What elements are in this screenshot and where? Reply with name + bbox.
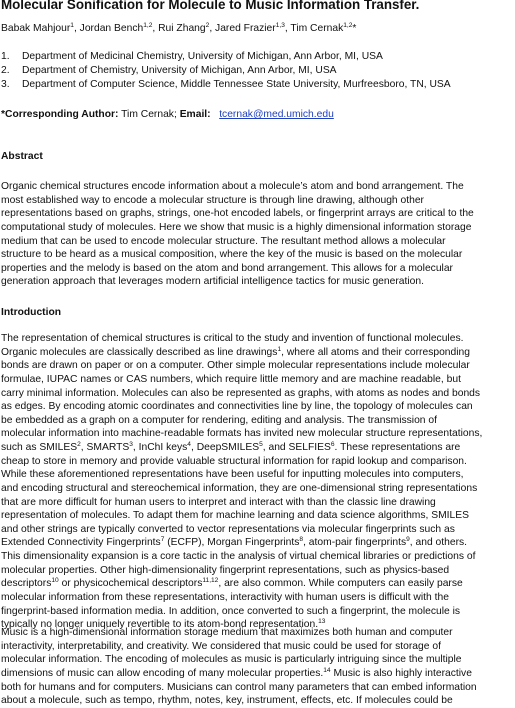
introduction-paragraph-1 xyxy=(1,332,513,632)
text-segment: , where all atoms and their corresponding xyxy=(281,346,470,358)
citation-marker: 14 xyxy=(323,666,331,674)
text-segment: typically no longer uniquely revertible to its atom-bond representation. xyxy=(1,619,319,631)
abstract-text xyxy=(1,180,513,289)
text-segment: and encoding structural and stereochemical information, they are one-dimensional string representations xyxy=(1,482,478,494)
text-segment: representation of molecules. To adapt them for machine learning and data science algorithms, SMILES xyxy=(1,510,470,522)
text-segment: about a molecule, such as tempo, rhythm, notes, key, instrument, effects, etc. If molecules could be xyxy=(1,695,453,707)
text-line xyxy=(1,626,513,640)
text-segment: fingerprint-based information media. In addition, once converted to such a fingerprint, the molecule is xyxy=(1,605,461,617)
text-line xyxy=(1,591,513,605)
text-segment: The representation of chemical structures is critical to the study and invention of functional molecules. xyxy=(1,333,464,344)
affiliation-text: Department of Computer Science, Middle Tennessee State University, Murfreesboro, TN, USA xyxy=(22,79,451,90)
text-segment: molecular information into machine-readable formats has invited new molecular structure representations, xyxy=(1,428,483,440)
text-line xyxy=(1,468,513,482)
author-separator: , xyxy=(284,23,291,34)
text-segment: Organic molecules are classically described as line drawings xyxy=(1,346,278,358)
text-segment: Extended Connectivity Fingerprints xyxy=(1,537,161,549)
author-separator: * xyxy=(352,23,357,34)
text-line xyxy=(1,332,513,346)
text-line xyxy=(1,509,513,523)
text-segment: descriptors xyxy=(1,578,52,590)
text-line xyxy=(1,694,513,708)
citation-marker: 8 xyxy=(299,536,304,544)
affiliation-item xyxy=(1,64,451,78)
text-line xyxy=(1,577,513,591)
author-name: Tim Cernak xyxy=(290,23,344,34)
text-line xyxy=(1,387,513,401)
text-segment: or physicochemical descriptors xyxy=(58,578,203,590)
text-line xyxy=(1,455,513,469)
abstract-line: properties and the melody is based on the atom and bond arrangement. This allows for a molecular xyxy=(1,262,453,274)
text-segment: interactivity, interpretability, and creativity. We considered that music could be used for storage of xyxy=(1,640,441,652)
citation-marker: 10 xyxy=(51,577,59,585)
abstract-line: Organic chemical structures encode information about a molecule’s atom and bond arrangement. The xyxy=(1,181,464,192)
abstract-line: most established way to encode a molecular structure is through line drawing, although other xyxy=(1,194,424,206)
text-segment: , SMARTS xyxy=(80,442,130,453)
text-segment: Music is also highly interactive xyxy=(330,667,472,679)
abstract-heading: Abstract xyxy=(1,151,43,162)
citation-marker: 2 xyxy=(77,441,81,448)
citation-marker: 9 xyxy=(406,536,410,544)
text-segment: molecular information. The encoding of molecules as music is particularly intriguing since the multiple xyxy=(1,654,462,666)
text-segment: molecular properties. Other high-dimensionality fingerprint representations, such as physics-based xyxy=(1,564,450,576)
text-segment: formulae, IUPAC names or CAS numbers, which require little memory and are machine readable, but xyxy=(1,373,461,385)
citation-marker: 13 xyxy=(318,618,326,626)
text-segment: , and SELFIES xyxy=(262,442,331,453)
text-segment: While these aforementioned representations have been useful for inputting molecules into computers, xyxy=(1,469,464,481)
text-segment: , InChI keys xyxy=(132,442,188,453)
text-line xyxy=(1,414,513,428)
text-line xyxy=(1,400,513,414)
text-line xyxy=(1,640,513,654)
text-line xyxy=(1,427,513,441)
citation-marker: 11,12 xyxy=(202,577,219,585)
text-segment: both for humans and for computers. Musicians can control many parameters that can embed information xyxy=(1,681,477,693)
text-line xyxy=(1,373,513,387)
text-line xyxy=(1,605,513,619)
text-segment: as edges. By encoding atomic coordinates and connectivities line by line, the topology of molecules can xyxy=(1,401,473,413)
citation-marker: 7 xyxy=(160,536,165,544)
text-line xyxy=(1,441,513,455)
text-line xyxy=(1,482,513,496)
text-segment: , DeepSMILES xyxy=(190,442,260,453)
text-line xyxy=(1,564,513,578)
text-segment: be embedded as a graph on a computer for rendering, editing and analysis. The transmission of xyxy=(1,414,437,426)
abstract-line: medium that can be used to encode molecular structure. The resultant method allows a molecular xyxy=(1,235,446,247)
corresponding-author-label: *Corresponding Author: xyxy=(1,109,119,120)
text-line xyxy=(1,536,513,550)
email-label: Email: xyxy=(179,109,211,120)
citation-marker: 4 xyxy=(187,441,191,448)
author-separator: , xyxy=(73,23,80,34)
text-line xyxy=(1,523,513,537)
text-segment: Music is a high-dimensional information storage medium that maximizes both human and computer xyxy=(1,627,453,638)
corresponding-author-name: Tim Cernak; xyxy=(118,109,180,120)
introduction-paragraph-2 xyxy=(1,626,513,708)
affiliation-number: 2. xyxy=(1,65,10,76)
abstract-line: computational study of molecules. Here we show that music is a highly dimensional information storage xyxy=(1,221,472,233)
text-segment: . These representations are xyxy=(334,442,461,453)
text-line xyxy=(1,653,513,667)
email-link[interactable]: tcernak@med.umich.edu xyxy=(219,109,334,120)
text-segment: and other strings are typically converted to vector representations via molecular fingerprints such as xyxy=(1,523,455,535)
text-segment: , and others. xyxy=(409,537,468,549)
text-line xyxy=(1,359,513,373)
affiliation-number: 1. xyxy=(1,51,10,62)
text-segment: This dimensionality expansion is a core tactic in the analysis of virtual chemical libraries or predictions of xyxy=(1,551,476,562)
author-affiliation-marker: 1,2 xyxy=(343,22,353,29)
text-segment: such as SMILES xyxy=(1,442,78,453)
citation-marker: 1 xyxy=(277,345,282,353)
corresponding-author xyxy=(1,108,334,122)
text-line xyxy=(1,496,513,510)
citation-marker: 3 xyxy=(129,441,133,448)
text-segment: (ECFP), Morgan Fingerprints xyxy=(164,537,300,549)
introduction-heading: Introduction xyxy=(1,307,62,318)
text-line xyxy=(1,550,513,564)
text-line xyxy=(1,346,513,360)
author-affiliation-marker: 1,3 xyxy=(275,22,285,29)
citation-marker: 5 xyxy=(259,441,263,448)
author-affiliation-marker: 1,2 xyxy=(143,22,153,29)
text-line xyxy=(1,681,513,695)
text-segment: dimensions of music can allow encoding of many molecular properties. xyxy=(1,667,324,679)
text-segment: , are also common. While computers can easily parse xyxy=(218,578,463,590)
abstract-line: generation approach that leverages modern artificial intelligence tactics for music generation. xyxy=(1,276,424,288)
affiliation-item xyxy=(1,78,451,92)
text-line xyxy=(1,667,513,681)
affiliation-list xyxy=(1,50,451,92)
citation-marker: 6 xyxy=(330,441,335,448)
abstract-line: structure to be heard as a musical composition, where the key of the music is based on the molecular xyxy=(1,249,463,261)
author-name: Jared Frazier xyxy=(215,23,276,34)
paper-title: Molecular Sonification for Molecule to Music Information Transfer. xyxy=(1,0,420,12)
author-separator: , xyxy=(209,23,216,34)
author-affiliation-marker: 1 xyxy=(70,22,74,29)
text-segment: carry minimal information. Molecules can also be represented as graphs, with atoms as nodes and bonds xyxy=(1,387,481,399)
text-segment: that are more difficult for human users to interpret and interact with than the classic line drawing xyxy=(1,496,436,508)
text-segment: , atom-pair fingerprints xyxy=(303,537,407,549)
author-list xyxy=(1,22,356,36)
author-separator: , xyxy=(152,23,159,34)
author-name: Rui Zhang xyxy=(158,23,206,34)
text-segment: bonds are drawn on paper or on a computer. Other simple molecular representations include molecular xyxy=(1,360,470,372)
author-affiliation-marker: 2 xyxy=(205,22,210,29)
affiliation-item xyxy=(1,50,451,64)
author-name: Babak Mahjour xyxy=(1,23,71,34)
text-segment: cheap to store in memory and provide valuable structural information for rapid lookup and comparison. xyxy=(1,455,467,467)
affiliation-text: Department of Chemistry, University of Michigan, Ann Arbor, MI, USA xyxy=(22,65,337,76)
author-name: Jordan Bench xyxy=(79,23,144,34)
text-segment: molecular information from these representations, interactivity with human users is difficult with the xyxy=(1,591,449,603)
abstract-line: representations based on graphs, strings, one-hot encoded labels, or fingerprint arrays are critical to the xyxy=(1,208,474,220)
affiliation-text: Department of Medicinal Chemistry, University of Michigan, Ann Arbor, MI, USA xyxy=(22,51,383,62)
affiliation-number: 3. xyxy=(1,79,10,90)
